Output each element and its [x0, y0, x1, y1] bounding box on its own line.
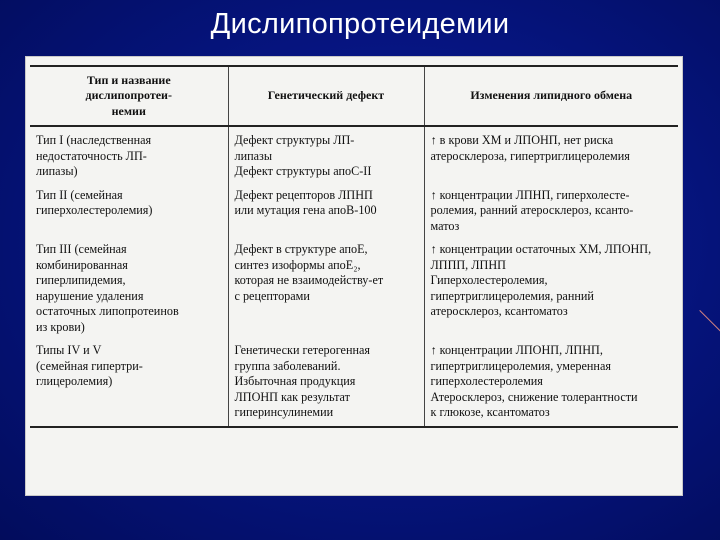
cell-type: Тип I (наследственная недостаточность ЛП- липазы)	[36, 133, 152, 178]
cell-changes: ↑ в крови ХМ и ЛПОНП, нет риска атеросклероза, гипертриглицеролемия	[424, 126, 678, 185]
scanned-table-image	[26, 57, 682, 495]
decorative-line	[699, 310, 720, 339]
header-lipid-changes: Изменения липидного обмена	[424, 66, 678, 126]
cell-defect: Генетически гетерогенная группа заболеваний. Избыточная продукция ЛПОНП как результат гиперинсулинемии	[228, 340, 424, 427]
cell-type: Тип II (семейная гиперхолестеролемия)	[36, 187, 153, 217]
table-row	[30, 340, 678, 427]
cell-defect: Дефект структуры ЛП- липазы Дефект структуры апоС-II	[228, 126, 424, 185]
cell-defect: Дефект в структуре апоЕ, синтез изоформы апоЕ₂, которая не взаимодейству-ет с рецепторами	[228, 239, 424, 340]
cell-changes: ↑ концентрации ЛПОНП, ЛПНП, гипертриглицеролемия, умеренная гиперхолестеролемия Атеросклероз, снижение толерантности к глюкозе, ксантоматоз	[424, 340, 678, 427]
cell-type: Тип III (семейная комбинированная гиперлипидемия, нарушение удаления остаточных липопротеинов из крови)	[36, 242, 179, 334]
header-type: Тип и название дислипопротеи- немии	[30, 66, 228, 126]
cell-defect: Дефект рецепторов ЛПНП или мутация гена апоВ-100	[228, 185, 424, 240]
slide-title: Дислипопротеидемии	[210, 8, 510, 40]
dyslipoproteinemia-table	[30, 65, 678, 428]
header-genetic-defect: Генетический дефект	[228, 66, 424, 126]
table-row	[30, 126, 678, 185]
cell-type: Типы IV и V (семейная гипертри- глицеролемия)	[30, 340, 228, 427]
table-row	[30, 239, 678, 340]
table-row	[30, 185, 678, 240]
cell-changes: ↑ концентрации ЛПНП, гиперхолесте- ролемия, ранний атеросклероз, ксанто- матоз	[424, 185, 678, 240]
cell-changes: ↑ концентрации остаточных ХМ, ЛПОНП, ЛППП, ЛПНП Гиперхолестеролемия, гипертриглицеролемия, ранний атеросклероз, ксантоматоз	[424, 239, 678, 340]
table-header-row	[30, 66, 678, 126]
